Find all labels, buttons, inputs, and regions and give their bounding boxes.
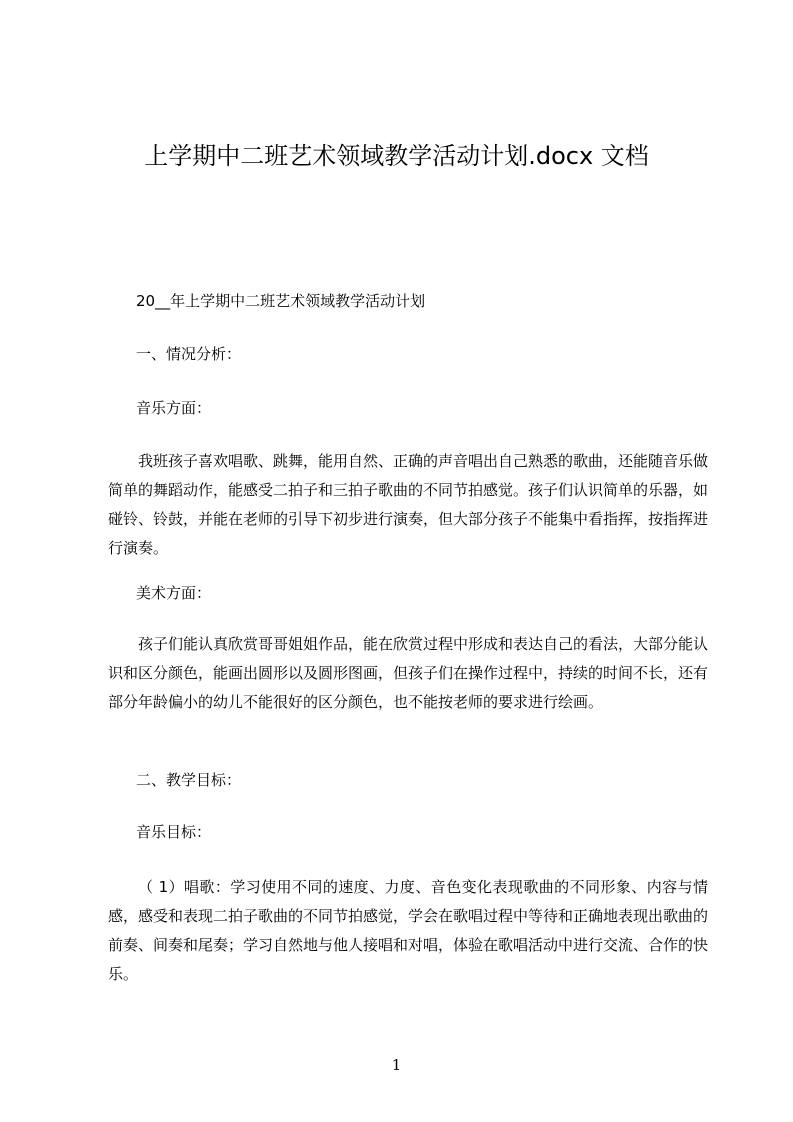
music-aspect-heading: 音乐方面： xyxy=(136,399,212,417)
art-aspect-heading: 美术方面： xyxy=(136,584,212,602)
art-aspect-paragraph: 孩子们能认真欣赏哥哥姐姐作品，能在欣赏过程中形成和表达自己的看法，大部分能认识和区分颜色，能画出圆形以及圆形图画，但孩子们在操作过程中，持续的时间不长，还有部分年龄偏小的幼儿不能很好的区分颜色，也不能按老师的要求进行绘画。 xyxy=(108,635,709,711)
document-title: 上学期中二班艺术领域教学活动计划.docx 文档 xyxy=(144,142,649,170)
document-subtitle: 20__年上学期中二班艺术领域教学活动计划 xyxy=(136,292,426,310)
music-goal-heading: 音乐目标： xyxy=(136,823,212,841)
singing-goal-paragraph: （ 1）唱歌：学习使用不同的速度、力度、音色变化表现歌曲的不同形象、内容与情感，感受和表现二拍子歌曲的不同节拍感觉，学会在歌唱过程中等待和正确地表现出歌曲的前奏、间奏和尾奏；学习自然地与他人接唱和对唱，体验在歌唱活动中进行交流、合作的快乐。 xyxy=(108,878,709,983)
music-aspect-paragraph: 我班孩子喜欢唱歌、跳舞，能用自然、正确的声音唱出自己熟悉的歌曲，还能随音乐做简单的舞蹈动作，能感受二拍子和三拍子歌曲的不同节拍感觉。孩子们认识简单的乐器，如碰铃、铃鼓，并能在老师的引导下初步进行演奏，但大部分孩子不能集中看指挥，按指挥进行演奏。 xyxy=(108,452,709,557)
section-heading-teaching-goals: 二、教学目标： xyxy=(136,771,242,789)
page-number: 1 xyxy=(391,1056,402,1074)
section-heading-situation-analysis: 一、情况分析： xyxy=(136,345,242,363)
